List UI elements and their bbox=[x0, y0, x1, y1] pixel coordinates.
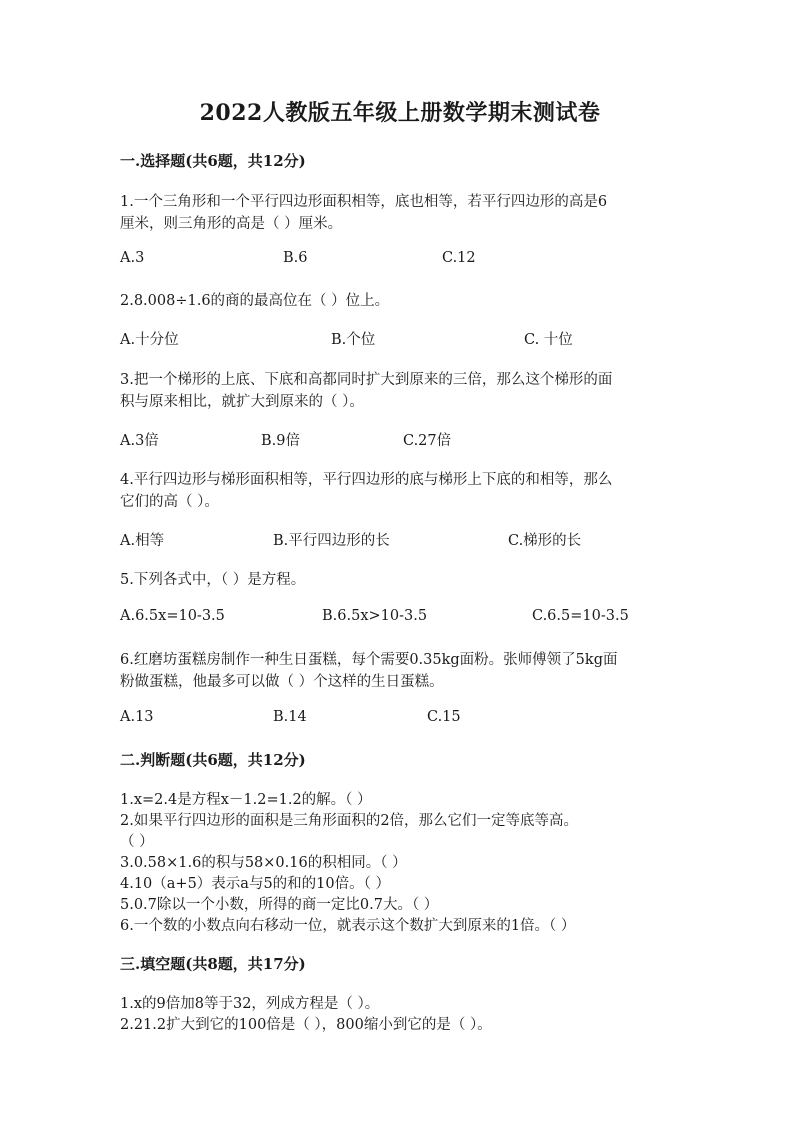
question-4-option-a: A.相等 bbox=[120, 533, 165, 549]
judge-item: 5.0.7除以一个小数，所得的商一定比0.7大。（ ） bbox=[120, 897, 439, 913]
question-4-line-1: 4.平行四边形与梯形面积相等，平行四边形的底与梯形上下底的和相等，那么 bbox=[120, 472, 613, 488]
question-3-line-2: 积与原来相比，就扩大到原来的（ ）。 bbox=[120, 394, 364, 410]
judge-item: 2.如果平行四边形的面积是三角形面积的2倍，那么它们一定等底等高。 bbox=[120, 813, 579, 829]
question-3-option-b: B.9倍 bbox=[261, 433, 300, 449]
question-6-option-c: C.15 bbox=[427, 709, 461, 725]
question-2-option-a: A.十分位 bbox=[120, 332, 179, 348]
section-heading-judge: 二.判断题(共6题，共12分) bbox=[120, 751, 306, 769]
question-4-option-b: B.平行四边形的长 bbox=[273, 533, 390, 549]
question-1-option-c: C.12 bbox=[442, 250, 476, 266]
question-6-line-2: 粉做蛋糕，他最多可以做（ ）个这样的生日蛋糕。 bbox=[120, 674, 444, 690]
section-heading-fill: 三.填空题(共8题，共17分) bbox=[120, 955, 306, 973]
question-4-line-2: 它们的高（ ）。 bbox=[120, 494, 219, 510]
question-2-option-c: C. 十位 bbox=[524, 332, 573, 348]
judge-item-continuation: （ ） bbox=[120, 834, 154, 850]
question-5-option-b: B.6.5x>10-3.5 bbox=[322, 608, 428, 624]
judge-item: 6.一个数的小数点向右移动一位，就表示这个数扩大到原来的1倍。（ ） bbox=[120, 918, 576, 934]
question-3-option-c: C.27倍 bbox=[403, 433, 452, 449]
question-2-option-b: B.个位 bbox=[331, 332, 376, 348]
question-3-line-1: 3.把一个梯形的上底、下底和高都同时扩大到原来的三倍，那么这个梯形的面 bbox=[120, 372, 613, 388]
fill-item: 1.x的9倍加8等于32，列成方程是（ ）。 bbox=[120, 996, 380, 1012]
question-1-line-2: 厘米，则三角形的高是（ ）厘米。 bbox=[120, 216, 343, 232]
question-1-option-a: A.3 bbox=[120, 250, 145, 266]
question-1-option-b: B.6 bbox=[283, 250, 308, 266]
judge-item: 4.10（a+5）表示a与5的和的10倍。（ ） bbox=[120, 876, 390, 892]
question-1-line-1: 1.一个三角形和一个平行四边形面积相等，底也相等，若平行四边形的高是6 bbox=[120, 194, 608, 210]
question-6-option-b: B.14 bbox=[273, 709, 307, 725]
question-6-line-1: 6.红磨坊蛋糕房制作一种生日蛋糕，每个需要0.35kg面粉。张师傅领了5kg面 bbox=[120, 652, 618, 668]
page-title: 2022人教版五年级上册数学期末测试卷 bbox=[199, 100, 601, 126]
judge-item: 3.0.58×1.6的积与58×0.16的积相同。（ ） bbox=[120, 855, 407, 871]
section-heading-choice: 一.选择题(共6题，共12分) bbox=[120, 152, 306, 170]
question-5-option-a: A.6.5x=10-3.5 bbox=[120, 608, 225, 624]
question-4-option-c: C.梯形的长 bbox=[508, 533, 582, 549]
question-5-line-1: 5.下列各式中，（ ）是方程。 bbox=[120, 572, 306, 588]
question-5-option-c: C.6.5=10-3.5 bbox=[532, 608, 629, 624]
question-2-line-1: 2.8.008÷1.6的商的最高位在（ ）位上。 bbox=[120, 293, 390, 309]
fill-item: 2.21.2扩大到它的100倍是（ ），800缩小到它的是（ ）。 bbox=[120, 1017, 492, 1033]
question-3-option-a: A.3倍 bbox=[120, 433, 159, 449]
question-6-option-a: A.13 bbox=[120, 709, 154, 725]
judge-item: 1.x=2.4是方程x－1.2=1.2的解。（ ） bbox=[120, 792, 372, 808]
